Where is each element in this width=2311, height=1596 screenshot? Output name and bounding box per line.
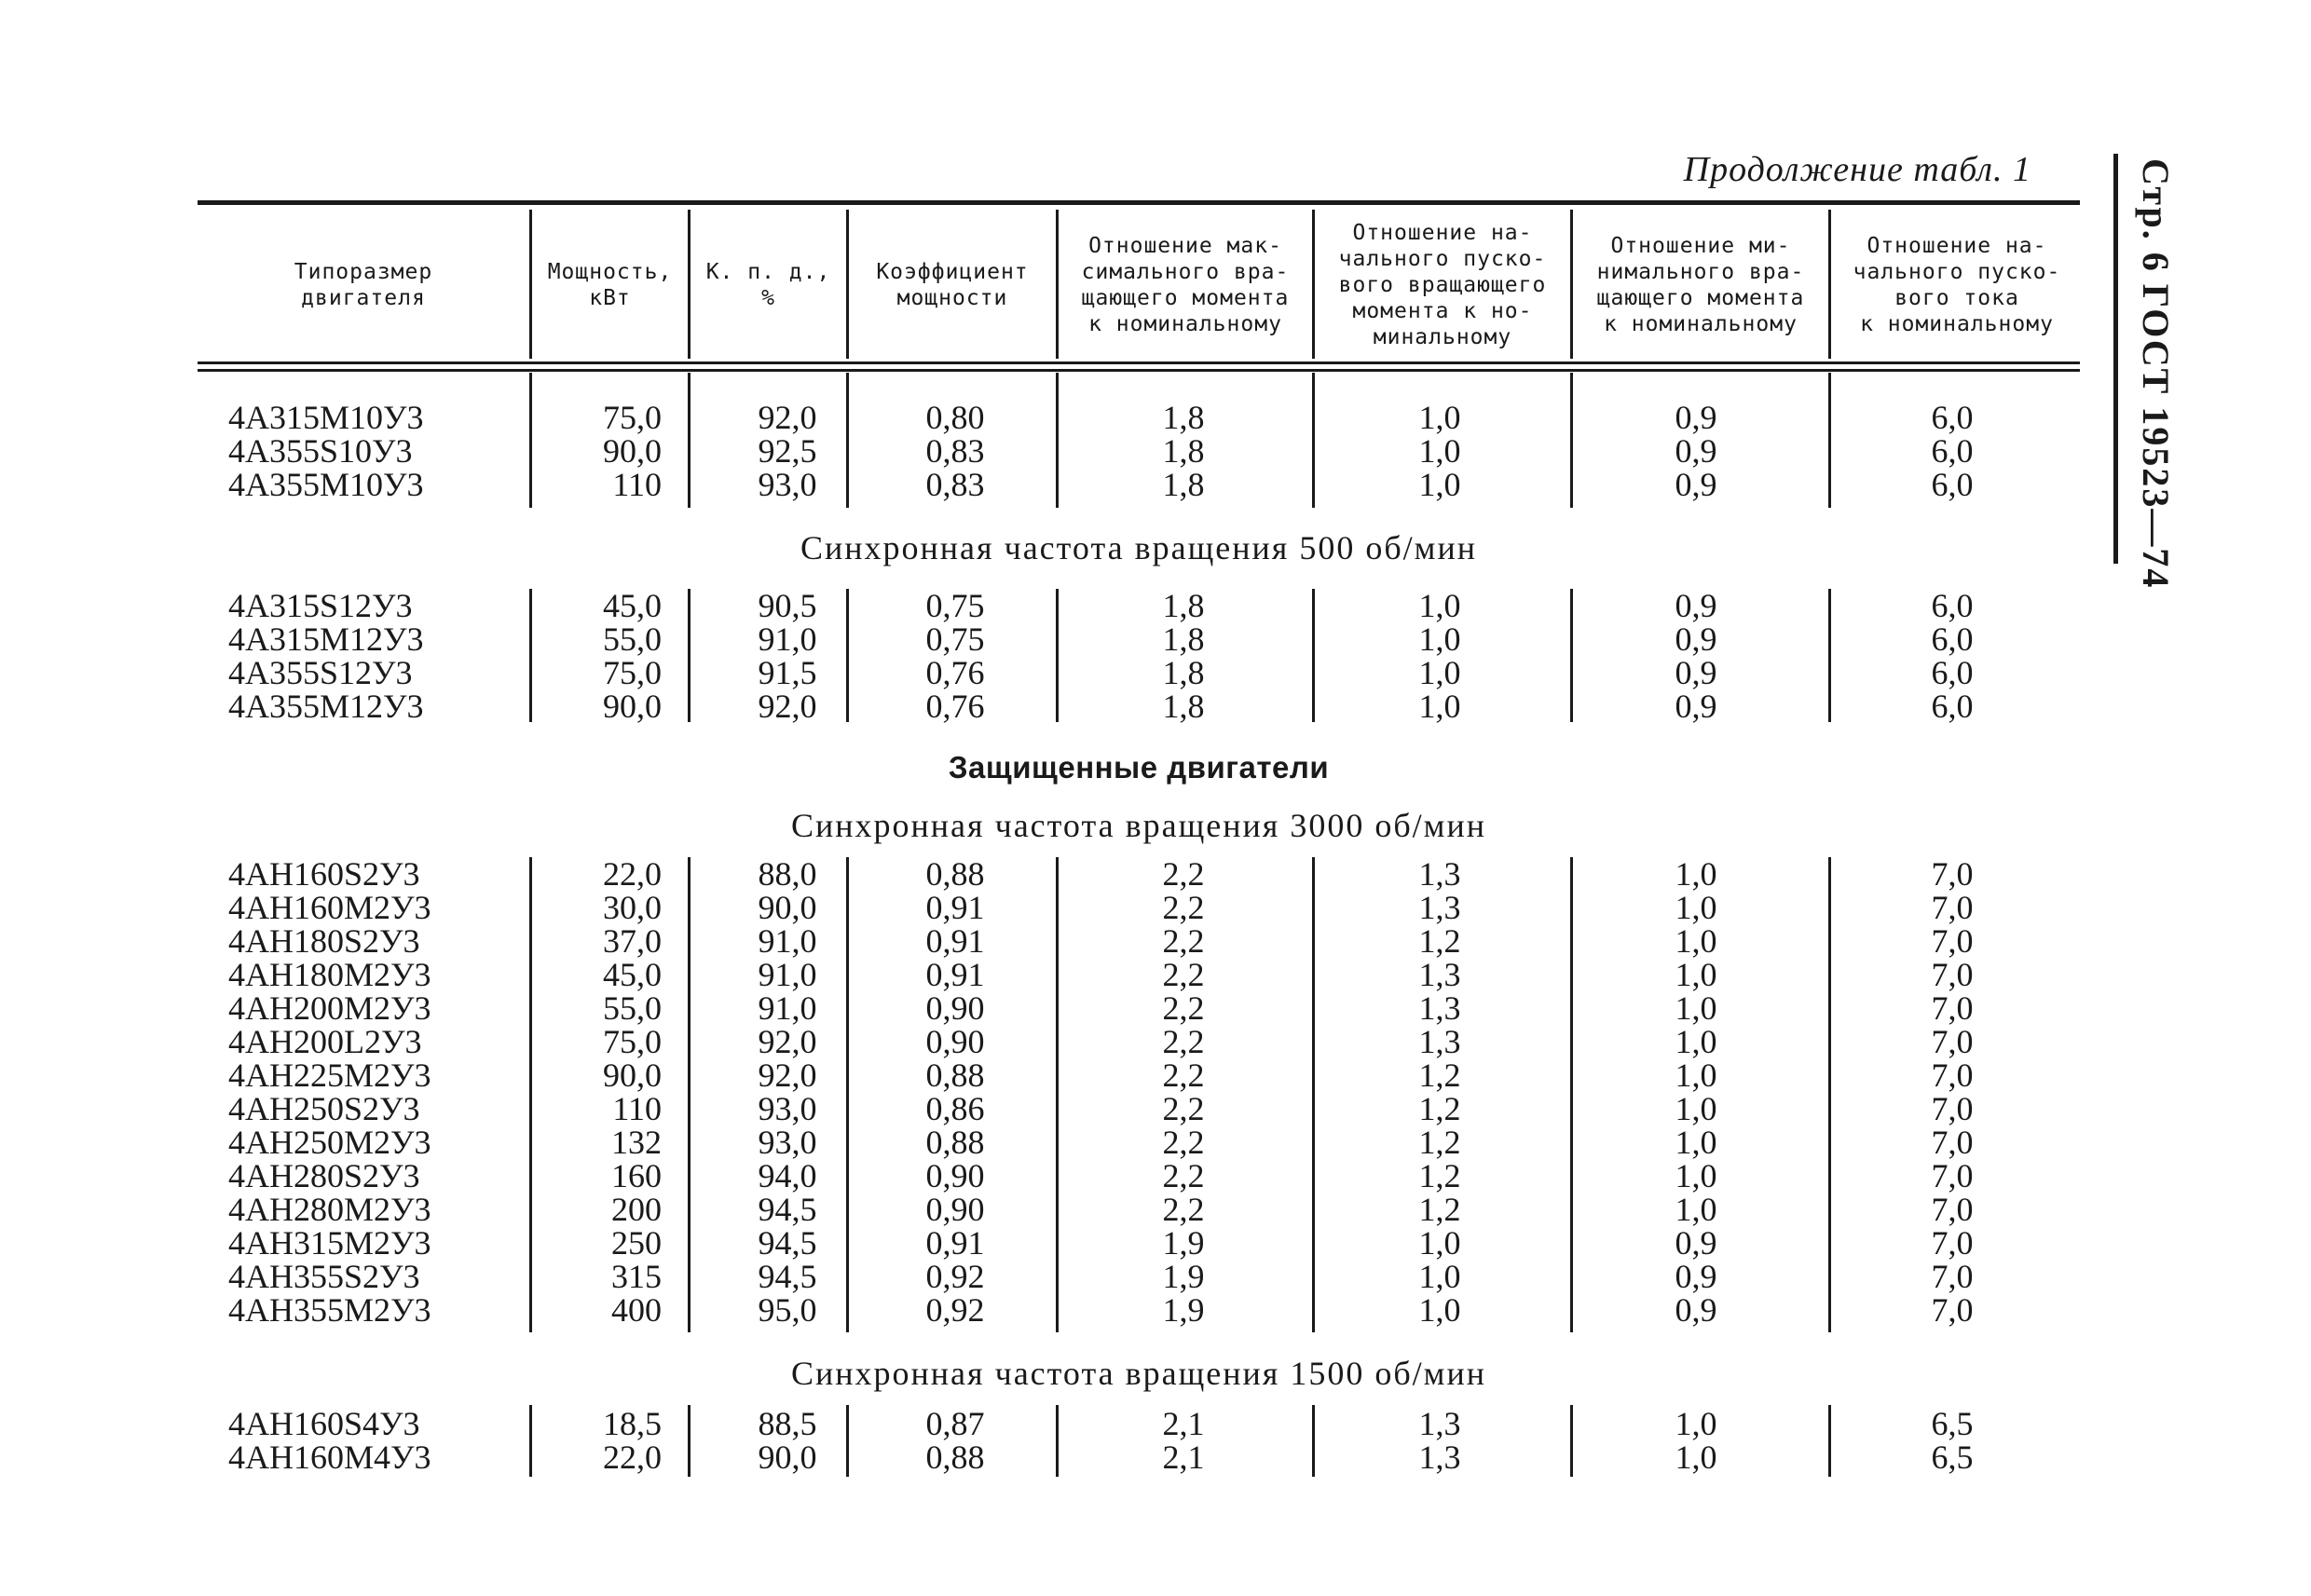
cell-start-torque-ratio: 1,3 [1418, 1023, 1461, 1060]
table-row [0, 991, 2311, 1025]
cell-power-factor: 0,88 [925, 1057, 985, 1094]
cell-efficiency: 92,0 [758, 1057, 817, 1094]
cell-motor-type: 4АН225М2У3 [228, 1057, 431, 1094]
cell-start-current-ratio: 6,0 [1931, 688, 1974, 725]
cell-start-torque-ratio: 1,2 [1418, 1191, 1461, 1228]
cell-efficiency: 94,0 [758, 1157, 817, 1194]
cell-min-torque-ratio: 0,9 [1675, 1291, 1717, 1329]
cell-max-torque-ratio: 2,2 [1162, 1023, 1205, 1060]
cell-power-factor: 0,86 [925, 1090, 985, 1127]
cell-power-factor: 0,87 [925, 1405, 985, 1442]
cell-power-factor: 0,75 [925, 587, 985, 624]
cell-start-current-ratio: 7,0 [1931, 956, 1974, 993]
cell-max-torque-ratio: 2,2 [1162, 855, 1205, 893]
cell-efficiency: 94,5 [758, 1258, 817, 1295]
table-row [0, 1440, 2311, 1474]
cell-motor-type: 4А355S10У3 [228, 432, 413, 470]
cell-efficiency: 93,0 [758, 1124, 817, 1161]
cell-max-torque-ratio: 1,9 [1162, 1258, 1205, 1295]
cell-power-kw: 110 [612, 466, 662, 503]
header-start-torque: Отношение на- чального пуско- вого вращающего момента к но- минальному [1338, 220, 1547, 349]
cell-start-torque-ratio: 1,0 [1418, 1224, 1461, 1262]
cell-efficiency: 94,5 [758, 1191, 817, 1228]
group-500rpm [0, 589, 2311, 723]
cell-motor-type: 4АН180М2У3 [228, 956, 431, 993]
cell-power-kw: 75,0 [603, 1023, 662, 1060]
cell-start-torque-ratio: 1,0 [1418, 1291, 1461, 1329]
cell-start-current-ratio: 6,0 [1931, 432, 1974, 470]
cell-min-torque-ratio: 0,9 [1675, 1258, 1717, 1295]
cell-start-current-ratio: 7,0 [1931, 1057, 1974, 1094]
cell-power-kw: 110 [612, 1090, 662, 1127]
page-standard-label: Стр. 6 ГОСТ 19523—74 [2135, 158, 2177, 590]
cell-power-kw: 315 [611, 1258, 662, 1295]
header-power: Мощность, кВт [547, 259, 673, 310]
cell-start-torque-ratio: 1,0 [1418, 688, 1461, 725]
cell-power-factor: 0,76 [925, 654, 985, 691]
cell-start-current-ratio: 6,5 [1931, 1405, 1974, 1442]
cell-start-torque-ratio: 1,0 [1418, 1258, 1461, 1295]
table-row [0, 622, 2311, 656]
table-row [0, 958, 2311, 991]
cell-power-kw: 30,0 [603, 889, 662, 926]
table-row [0, 401, 2311, 434]
cell-min-torque-ratio: 0,9 [1675, 432, 1717, 470]
cell-max-torque-ratio: 2,1 [1162, 1405, 1205, 1442]
cell-efficiency: 95,0 [758, 1291, 817, 1329]
header-bottom-rule [198, 361, 2080, 364]
cell-motor-type: 4АН160S2У3 [228, 855, 420, 893]
cell-efficiency: 91,0 [758, 621, 817, 658]
table-row [0, 1226, 2311, 1260]
section-title: Синхронная частота вращения 1500 об/мин [790, 1355, 1486, 1392]
table-row [0, 1159, 2311, 1193]
cell-max-torque-ratio: 2,2 [1162, 922, 1205, 960]
cell-motor-type: 4АН355М2У3 [228, 1291, 431, 1329]
header-type: Типоразмер двигателя [294, 259, 433, 310]
cell-power-kw: 132 [611, 1124, 662, 1161]
table-row [0, 1092, 2311, 1125]
header-power-factor: Коэффициент мощности [876, 259, 1029, 310]
cell-motor-type: 4АН160М4У3 [228, 1439, 431, 1476]
cell-efficiency: 88,5 [758, 1405, 817, 1442]
header-bottom-rule-2 [198, 369, 2080, 372]
cell-start-torque-ratio: 1,3 [1418, 989, 1461, 1027]
header-max-torque: Отношение мак- симального вра- щающего момента к номинальному [1081, 233, 1290, 336]
cell-start-current-ratio: 7,0 [1931, 1224, 1974, 1262]
cell-power-kw: 22,0 [603, 1439, 662, 1476]
cell-max-torque-ratio: 2,2 [1162, 1191, 1205, 1228]
cell-power-kw: 200 [611, 1191, 662, 1228]
cell-max-torque-ratio: 2,1 [1162, 1439, 1205, 1476]
cell-efficiency: 93,0 [758, 466, 817, 503]
table-row [0, 1407, 2311, 1440]
cell-min-torque-ratio: 1,0 [1675, 855, 1717, 893]
section-title: Синхронная частота вращения 3000 об/мин [790, 807, 1486, 844]
cell-power-kw: 400 [611, 1291, 662, 1329]
cell-power-kw: 160 [611, 1157, 662, 1194]
cell-max-torque-ratio: 1,8 [1162, 688, 1205, 725]
table-row [0, 434, 2311, 468]
cell-motor-type: 4АН200L2У3 [228, 1023, 422, 1060]
cell-motor-type: 4А355М12У3 [228, 688, 424, 725]
cell-min-torque-ratio: 1,0 [1675, 1090, 1717, 1127]
table-row [0, 689, 2311, 723]
cell-start-current-ratio: 7,0 [1931, 1258, 1974, 1295]
table-row [0, 1125, 2311, 1159]
table-row [0, 589, 2311, 622]
cell-power-kw: 45,0 [603, 956, 662, 993]
table-row [0, 1193, 2311, 1226]
cell-min-torque-ratio: 1,0 [1675, 1023, 1717, 1060]
cell-motor-type: 4А355S12У3 [228, 654, 413, 691]
cell-start-current-ratio: 7,0 [1931, 855, 1974, 893]
cell-power-kw: 75,0 [603, 399, 662, 436]
cell-start-torque-ratio: 1,0 [1418, 621, 1461, 658]
cell-max-torque-ratio: 1,8 [1162, 587, 1205, 624]
cell-power-kw: 55,0 [603, 621, 662, 658]
cell-power-factor: 0,90 [925, 1157, 985, 1194]
cell-start-current-ratio: 6,0 [1931, 399, 1974, 436]
cell-power-factor: 0,83 [925, 432, 985, 470]
cell-start-current-ratio: 7,0 [1931, 989, 1974, 1027]
cell-efficiency: 91,0 [758, 989, 817, 1027]
cell-start-current-ratio: 7,0 [1931, 1023, 1974, 1060]
cell-min-torque-ratio: 1,0 [1675, 1124, 1717, 1161]
cell-efficiency: 92,0 [758, 688, 817, 725]
cell-power-factor: 0,91 [925, 922, 985, 960]
cell-max-torque-ratio: 1,9 [1162, 1291, 1205, 1329]
cell-power-kw: 90,0 [603, 432, 662, 470]
group-1500rpm [0, 1407, 2311, 1474]
cell-power-factor: 0,92 [925, 1258, 985, 1295]
table-row [0, 1058, 2311, 1092]
cell-power-kw: 250 [611, 1224, 662, 1262]
cell-motor-type: 4А315S12У3 [228, 587, 413, 624]
cell-power-factor: 0,90 [925, 1023, 985, 1060]
cell-motor-type: 4А315М12У3 [228, 621, 424, 658]
table-row [0, 656, 2311, 689]
cell-motor-type: 4АН200М2У3 [228, 989, 431, 1027]
cell-max-torque-ratio: 2,2 [1162, 1090, 1205, 1127]
cell-min-torque-ratio: 1,0 [1675, 1439, 1717, 1476]
cell-power-factor: 0,91 [925, 956, 985, 993]
table-row [0, 468, 2311, 501]
cell-max-torque-ratio: 2,2 [1162, 1124, 1205, 1161]
cell-motor-type: 4АН355S2У3 [228, 1258, 420, 1295]
cell-min-torque-ratio: 0,9 [1675, 1224, 1717, 1262]
cell-motor-type: 4АН160S4У3 [228, 1405, 420, 1442]
cell-motor-type: 4АН315М2У3 [228, 1224, 431, 1262]
cell-start-current-ratio: 6,0 [1931, 654, 1974, 691]
cell-min-torque-ratio: 1,0 [1675, 1405, 1717, 1442]
cell-start-torque-ratio: 1,2 [1418, 1157, 1461, 1194]
cell-power-kw: 75,0 [603, 654, 662, 691]
cell-start-torque-ratio: 1,2 [1418, 1090, 1461, 1127]
cell-max-torque-ratio: 1,9 [1162, 1224, 1205, 1262]
cell-start-current-ratio: 7,0 [1931, 1124, 1974, 1161]
cell-motor-type: 4АН250S2У3 [228, 1090, 420, 1127]
cell-max-torque-ratio: 2,2 [1162, 889, 1205, 926]
cell-start-current-ratio: 7,0 [1931, 1157, 1974, 1194]
cell-efficiency: 92,5 [758, 432, 817, 470]
table-row [0, 1025, 2311, 1058]
section-title: Синхронная частота вращения 500 об/мин [800, 529, 1477, 566]
table-row [0, 857, 2311, 891]
cell-start-current-ratio: 6,0 [1931, 587, 1974, 624]
table-row [0, 1260, 2311, 1293]
table-caption: Продолжение табл. 1 [1683, 150, 2031, 189]
cell-efficiency: 88,0 [758, 855, 817, 893]
cell-power-factor: 0,75 [925, 621, 985, 658]
cell-efficiency: 93,0 [758, 1090, 817, 1127]
table-row [0, 891, 2311, 924]
group-3000rpm [0, 857, 2311, 1327]
cell-max-torque-ratio: 1,8 [1162, 654, 1205, 691]
cell-power-kw: 22,0 [603, 855, 662, 893]
cell-power-kw: 45,0 [603, 587, 662, 624]
section-heading: Защищенные двигатели [948, 750, 1330, 784]
cell-max-torque-ratio: 2,2 [1162, 989, 1205, 1027]
cell-power-kw: 90,0 [603, 1057, 662, 1094]
cell-start-torque-ratio: 1,3 [1418, 855, 1461, 893]
cell-min-torque-ratio: 0,9 [1675, 688, 1717, 725]
cell-start-current-ratio: 7,0 [1931, 889, 1974, 926]
header-efficiency: К. п. д., % [705, 259, 831, 310]
cell-min-torque-ratio: 1,0 [1675, 989, 1717, 1027]
cell-power-factor: 0,92 [925, 1291, 985, 1329]
cell-power-kw: 55,0 [603, 989, 662, 1027]
cell-start-current-ratio: 6,0 [1931, 621, 1974, 658]
cell-efficiency: 90,0 [758, 889, 817, 926]
cell-min-torque-ratio: 0,9 [1675, 654, 1717, 691]
cell-min-torque-ratio: 1,0 [1675, 922, 1717, 960]
cell-efficiency: 91,5 [758, 654, 817, 691]
cell-power-factor: 0,88 [925, 855, 985, 893]
cell-min-torque-ratio: 0,9 [1675, 621, 1717, 658]
cell-power-factor: 0,91 [925, 889, 985, 926]
cell-start-torque-ratio: 1,2 [1418, 1124, 1461, 1161]
cell-motor-type: 4АН180S2У3 [228, 922, 420, 960]
cell-start-torque-ratio: 1,0 [1418, 466, 1461, 503]
cell-power-factor: 0,91 [925, 1224, 985, 1262]
cell-start-torque-ratio: 1,2 [1418, 922, 1461, 960]
cell-start-current-ratio: 7,0 [1931, 922, 1974, 960]
cell-start-current-ratio: 6,5 [1931, 1439, 1974, 1476]
cell-min-torque-ratio: 1,0 [1675, 1191, 1717, 1228]
cell-efficiency: 90,5 [758, 587, 817, 624]
cell-min-torque-ratio: 1,0 [1675, 956, 1717, 993]
cell-motor-type: 4АН280S2У3 [228, 1157, 420, 1194]
header-start-current: Отношение на- чального пуско- вого тока к номинальному [1853, 233, 2061, 336]
cell-start-torque-ratio: 1,2 [1418, 1057, 1461, 1094]
cell-power-factor: 0,76 [925, 688, 985, 725]
table-row [0, 924, 2311, 958]
cell-max-torque-ratio: 1,8 [1162, 399, 1205, 436]
cell-start-torque-ratio: 1,3 [1418, 956, 1461, 993]
cell-start-torque-ratio: 1,0 [1418, 587, 1461, 624]
cell-power-factor: 0,83 [925, 466, 985, 503]
cell-motor-type: 4А315М10У3 [228, 399, 424, 436]
cell-efficiency: 94,5 [758, 1224, 817, 1262]
cell-power-factor: 0,88 [925, 1124, 985, 1161]
cell-power-kw: 18,5 [603, 1405, 662, 1442]
cell-motor-type: 4А355М10У3 [228, 466, 424, 503]
cell-min-torque-ratio: 0,9 [1675, 587, 1717, 624]
cell-min-torque-ratio: 1,0 [1675, 1157, 1717, 1194]
cell-max-torque-ratio: 2,2 [1162, 1157, 1205, 1194]
cell-start-current-ratio: 7,0 [1931, 1090, 1974, 1127]
cell-max-torque-ratio: 2,2 [1162, 956, 1205, 993]
cell-power-kw: 90,0 [603, 688, 662, 725]
cell-max-torque-ratio: 1,8 [1162, 621, 1205, 658]
cell-max-torque-ratio: 1,8 [1162, 432, 1205, 470]
cell-start-current-ratio: 7,0 [1931, 1291, 1974, 1329]
cell-motor-type: 4АН280М2У3 [228, 1191, 431, 1228]
cell-motor-type: 4АН250М2У3 [228, 1124, 431, 1161]
cell-power-factor: 0,90 [925, 1191, 985, 1228]
cell-start-torque-ratio: 1,3 [1418, 1439, 1461, 1476]
cell-start-torque-ratio: 1,3 [1418, 1405, 1461, 1442]
cell-power-factor: 0,80 [925, 399, 985, 436]
cell-motor-type: 4АН160М2У3 [228, 889, 431, 926]
cell-efficiency: 91,0 [758, 956, 817, 993]
cell-efficiency: 92,0 [758, 1023, 817, 1060]
cell-efficiency: 90,0 [758, 1439, 817, 1476]
cell-start-torque-ratio: 1,0 [1418, 399, 1461, 436]
cell-start-torque-ratio: 1,0 [1418, 432, 1461, 470]
header-min-torque: Отношение ми- нимального вра- щающего момента к номинальному [1596, 233, 1805, 336]
cell-start-current-ratio: 6,0 [1931, 466, 1974, 503]
group-1000rpm [0, 401, 2311, 501]
cell-efficiency: 92,0 [758, 399, 817, 436]
cell-power-factor: 0,88 [925, 1439, 985, 1476]
cell-min-torque-ratio: 1,0 [1675, 1057, 1717, 1094]
side-rule [2113, 154, 2118, 564]
cell-efficiency: 91,0 [758, 922, 817, 960]
cell-min-torque-ratio: 0,9 [1675, 466, 1717, 503]
cell-power-factor: 0,90 [925, 989, 985, 1027]
cell-min-torque-ratio: 1,0 [1675, 889, 1717, 926]
cell-start-current-ratio: 7,0 [1931, 1191, 1974, 1228]
cell-power-kw: 37,0 [603, 922, 662, 960]
table-top-rule [198, 200, 2080, 205]
cell-start-torque-ratio: 1,0 [1418, 654, 1461, 691]
cell-min-torque-ratio: 0,9 [1675, 399, 1717, 436]
cell-max-torque-ratio: 1,8 [1162, 466, 1205, 503]
cell-start-torque-ratio: 1,3 [1418, 889, 1461, 926]
table-row [0, 1293, 2311, 1327]
cell-max-torque-ratio: 2,2 [1162, 1057, 1205, 1094]
